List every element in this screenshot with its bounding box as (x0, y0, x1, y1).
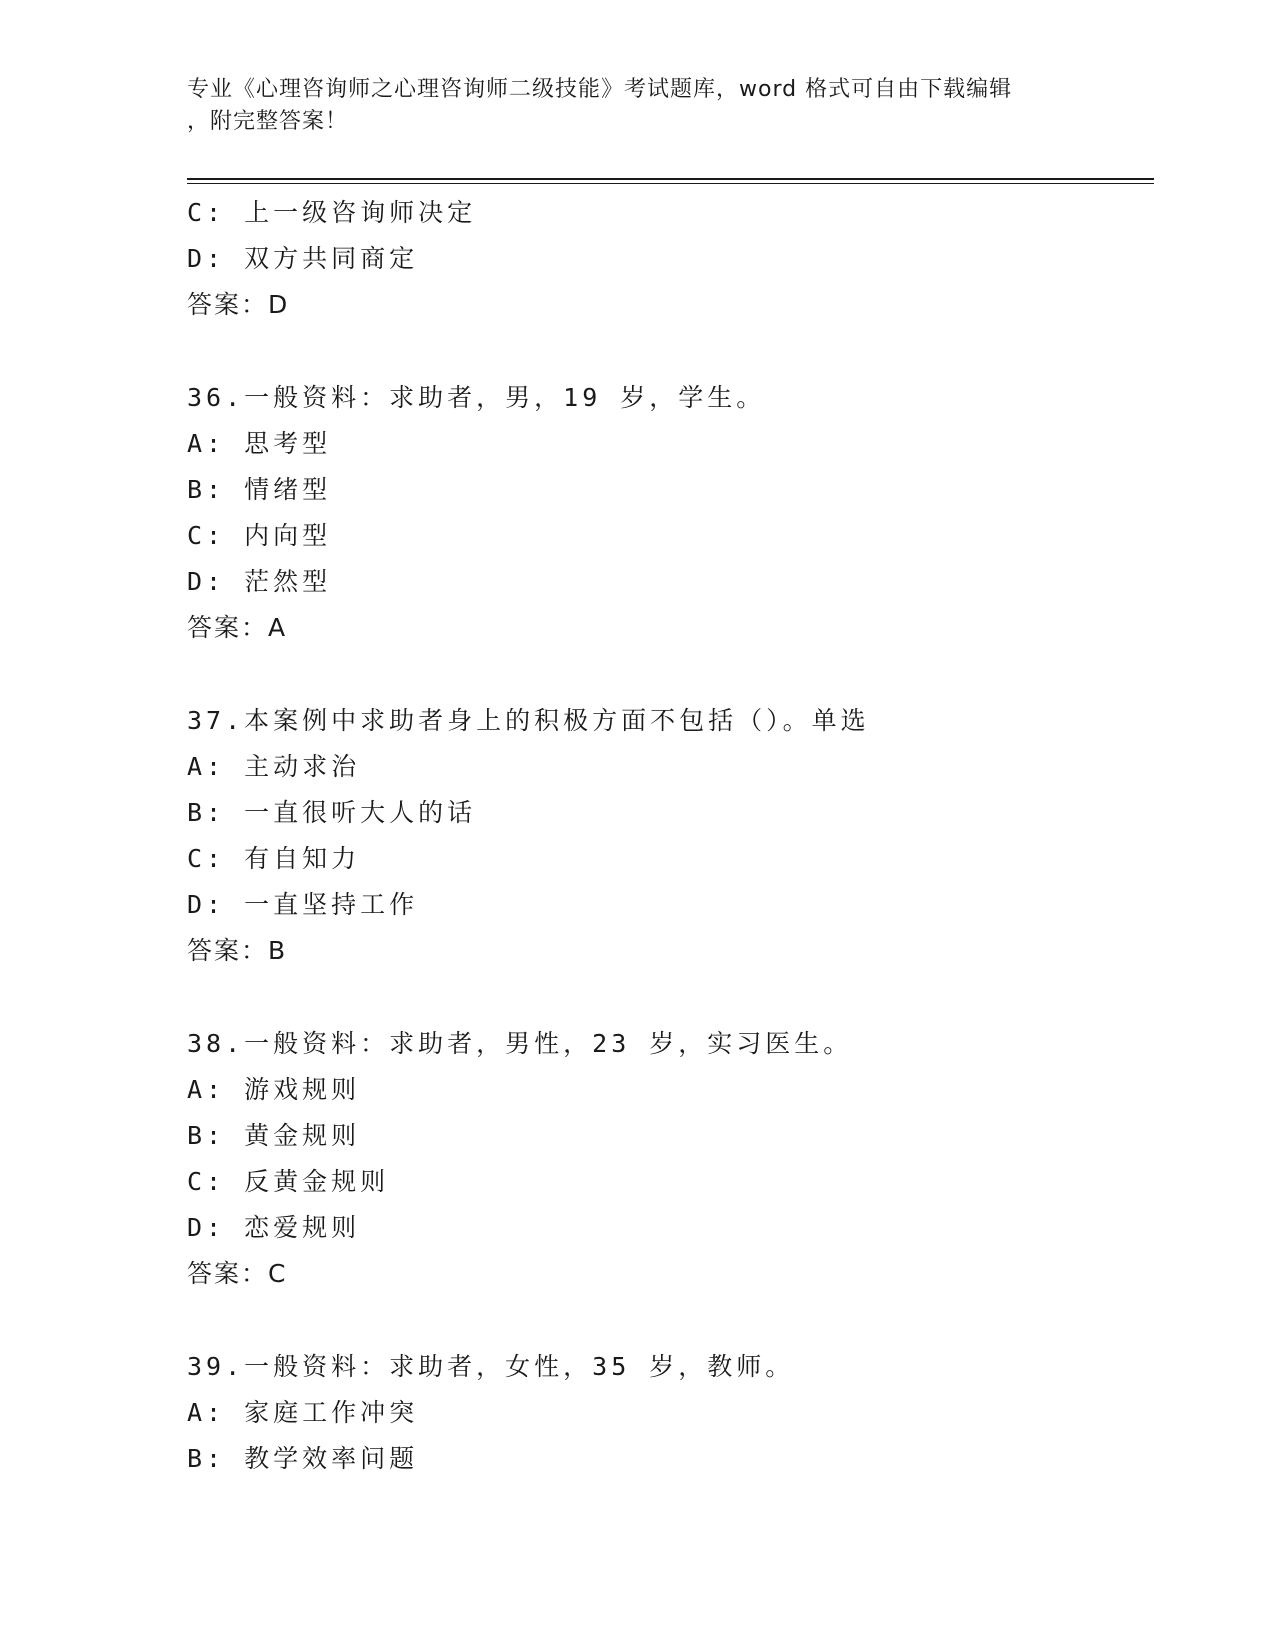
question-text: 36.一般资料：求助者，男，19 岁，学生。 (187, 383, 766, 412)
header-title-line-2: ，附完整答案！ (187, 109, 349, 134)
spacer (187, 328, 1147, 375)
option-b: B: 情绪型 (187, 475, 332, 504)
header-divider-thick (187, 178, 1154, 180)
question-block-38 (187, 1021, 1147, 1297)
header-title-line-1: 专业《心理咨询师之心理咨询师二级技能》考试题库，word 格式可自由下载编辑 (187, 77, 1013, 102)
option-d: D: 恋爱规则 (187, 1213, 361, 1242)
question-block-36 (187, 375, 1147, 651)
answer-label: 答案：D (187, 290, 290, 319)
option-c: C: 上一级咨询师决定 (187, 198, 477, 227)
option-c: C: 内向型 (187, 521, 332, 550)
question-text: 38.一般资料：求助者，男性，23 岁，实习医生。 (187, 1029, 853, 1058)
option-d: D: 双方共同商定 (187, 244, 419, 273)
answer-label: 答案：B (187, 936, 288, 965)
option-b: B: 一直很听大人的话 (187, 798, 477, 827)
option-c: C: 反黄金规则 (187, 1167, 390, 1196)
answer-label: 答案：C (187, 1259, 288, 1288)
spacer (187, 651, 1147, 698)
option-d: D: 茫然型 (187, 567, 332, 596)
question-block-35 (187, 190, 1147, 328)
header-divider-thin (187, 183, 1154, 184)
question-block-37 (187, 698, 1147, 974)
answer-label: 答案：A (187, 613, 288, 642)
document-header (187, 74, 1087, 138)
option-b: B: 教学效率问题 (187, 1444, 419, 1473)
question-block-39 (187, 1344, 1147, 1482)
spacer (187, 974, 1147, 1021)
question-list (187, 190, 1147, 1482)
option-d: D: 一直坚持工作 (187, 890, 419, 919)
option-a: A: 家庭工作冲突 (187, 1398, 419, 1427)
option-a: A: 主动求治 (187, 752, 361, 781)
option-a: A: 思考型 (187, 429, 332, 458)
option-a: A: 游戏规则 (187, 1075, 361, 1104)
question-text: 37.本案例中求助者身上的积极方面不包括（）。单选 (187, 706, 870, 735)
spacer (187, 1297, 1147, 1344)
option-b: B: 黄金规则 (187, 1121, 361, 1150)
option-c: C: 有自知力 (187, 844, 361, 873)
question-text: 39.一般资料：求助者，女性，35 岁，教师。 (187, 1352, 795, 1381)
